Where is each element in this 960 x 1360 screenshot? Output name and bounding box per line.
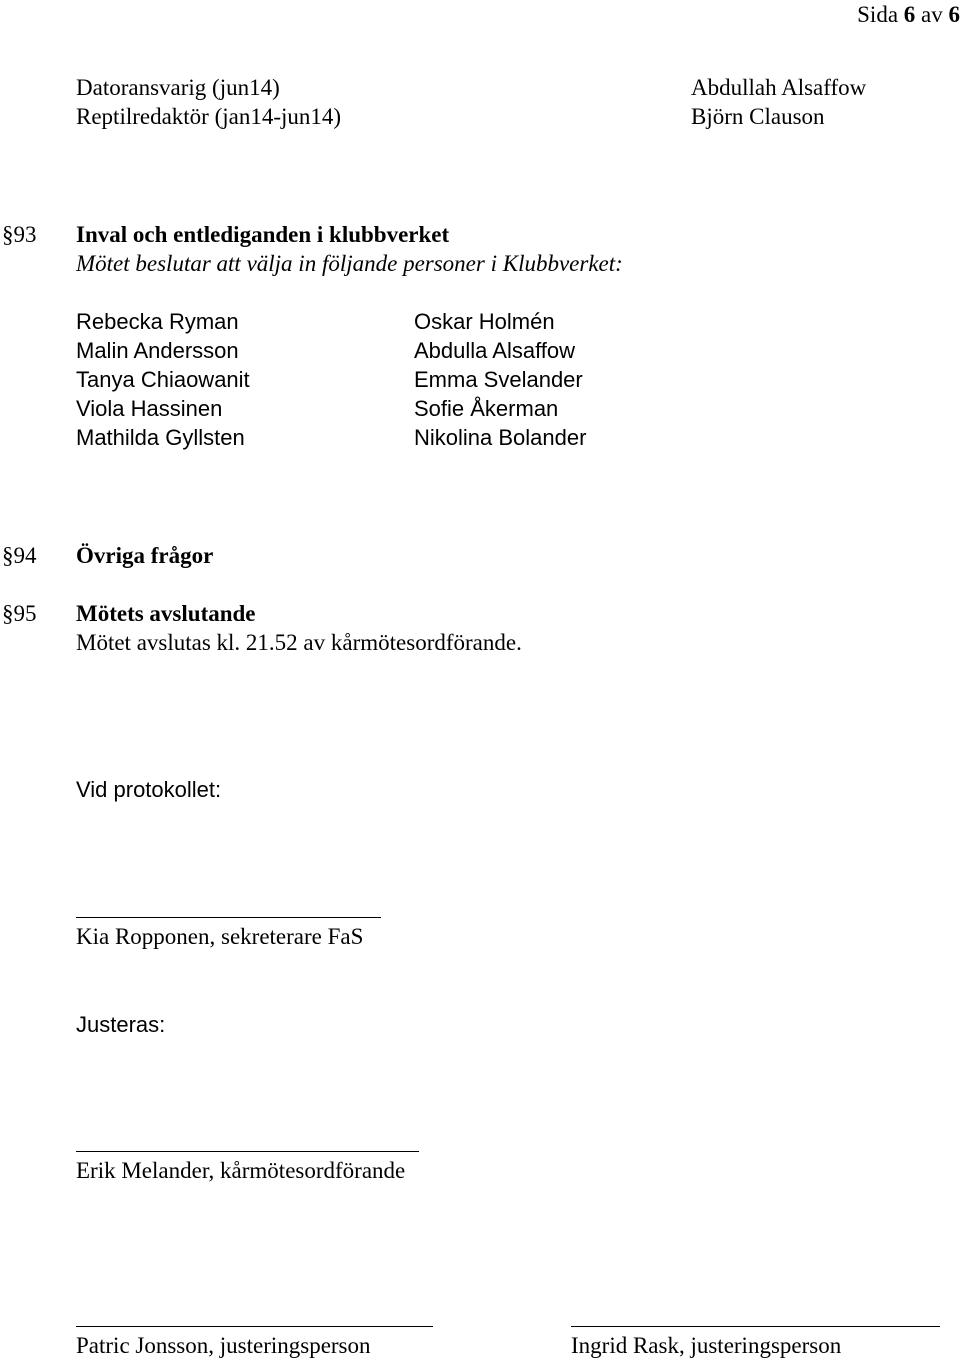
page-number bbox=[857, 0, 960, 29]
list-item: Nikolina Bolander bbox=[414, 423, 586, 452]
list-item: Oskar Holmén bbox=[414, 307, 586, 336]
list-item: Malin Andersson bbox=[76, 336, 250, 365]
signature-line-secretary bbox=[76, 917, 381, 918]
role-0: Datoransvarig (jun14) bbox=[76, 73, 280, 102]
names-right-list bbox=[414, 307, 586, 452]
list-item: Viola Hassinen bbox=[76, 394, 250, 423]
list-item: Tanya Chiaowanit bbox=[76, 365, 250, 394]
section-93-intro: Mötet beslutar att välja in följande personer i Klubbverket: bbox=[76, 249, 623, 278]
page-total: 6 bbox=[949, 2, 960, 27]
list-item: Sofie Åkerman bbox=[414, 394, 586, 423]
section-95-title: Mötets avslutande bbox=[76, 599, 256, 628]
signature-line-adjuster-2 bbox=[571, 1326, 940, 1327]
chair-name: Erik Melander, kårmötesordförande bbox=[76, 1156, 405, 1185]
role-person-0: Abdullah Alsaffow bbox=[691, 73, 866, 102]
page-label: Sida bbox=[857, 2, 898, 27]
role-1: Reptilredaktör (jan14-jun14) bbox=[76, 102, 341, 131]
section-93-title: Inval och entlediganden i klubbverket bbox=[76, 220, 449, 249]
list-item: Mathilda Gyllsten bbox=[76, 423, 250, 452]
signature-line-adjuster-1 bbox=[76, 1326, 433, 1327]
list-item: Emma Svelander bbox=[414, 365, 586, 394]
page-of: av bbox=[921, 2, 943, 27]
protocol-label: Vid protokollet: bbox=[76, 775, 221, 804]
section-93-number: §93 bbox=[2, 220, 37, 249]
secretary-name: Kia Ropponen, sekreterare FaS bbox=[76, 922, 363, 951]
section-95-number: §95 bbox=[2, 599, 37, 628]
list-item: Rebecka Ryman bbox=[76, 307, 250, 336]
section-95-text: Mötet avslutas kl. 21.52 av kårmötesordförande. bbox=[76, 628, 522, 657]
adjusted-label: Justeras: bbox=[76, 1010, 165, 1039]
signature-line-chair bbox=[76, 1151, 419, 1152]
section-94-title: Övriga frågor bbox=[76, 541, 213, 570]
role-person-1: Björn Clauson bbox=[691, 102, 825, 131]
adjuster-1-name: Patric Jonsson, justeringsperson bbox=[76, 1331, 371, 1360]
section-94-number: §94 bbox=[2, 541, 37, 570]
names-left-list bbox=[76, 307, 250, 452]
list-item: Abdulla Alsaffow bbox=[414, 336, 586, 365]
adjuster-2-name: Ingrid Rask, justeringsperson bbox=[571, 1331, 841, 1360]
page-current: 6 bbox=[904, 2, 916, 27]
